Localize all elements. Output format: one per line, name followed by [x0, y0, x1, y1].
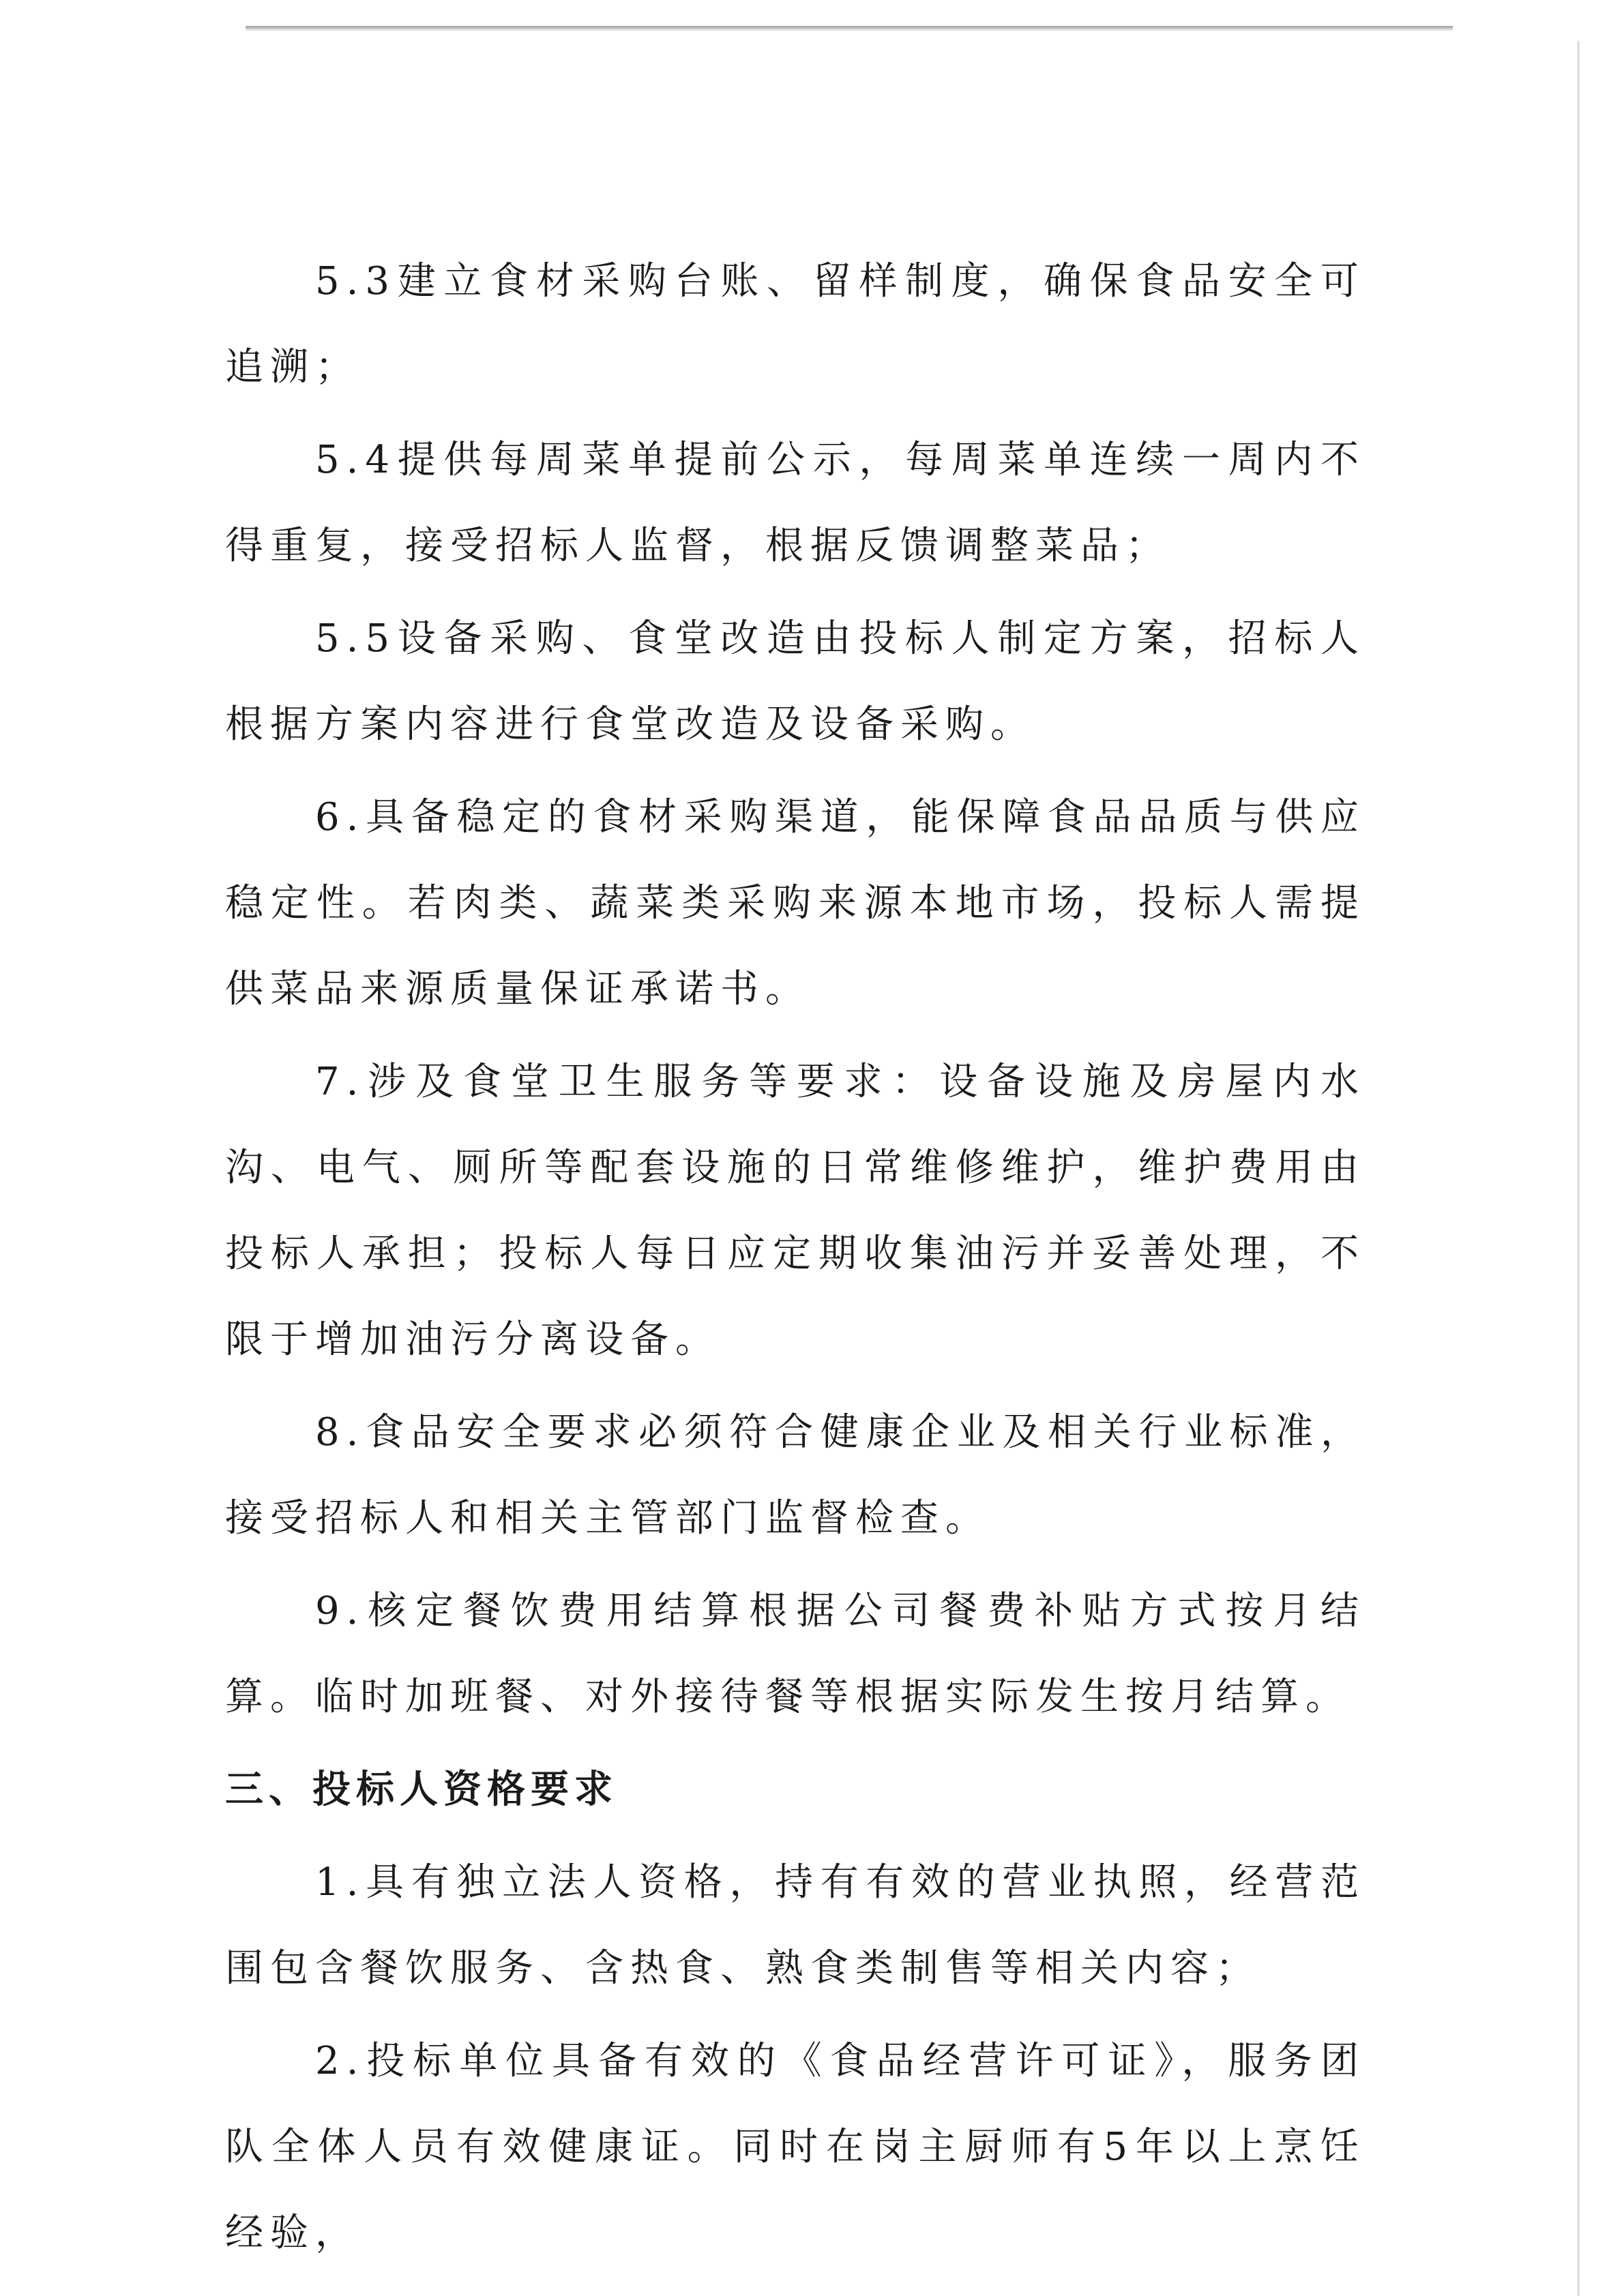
- section-heading-3: 三、投标人资格要求: [225, 1768, 618, 1812]
- scan-edge-right: [1577, 41, 1580, 2296]
- paragraph-8: 8.食品安全要求必须符合健康企业及相关行业标准，接受招标人和相关主管部门监督检查。: [225, 1410, 1365, 1540]
- qualification-item-1: 1.具有独立法人资格，持有有效的营业执照，经营范围包含餐饮服务、含热食、熟食类制售等相关内容；: [225, 1860, 1365, 1991]
- paragraph-7: 7.涉及食堂卫生服务等要求：设备设施及房屋内水沟、电气、厕所等配套设施的日常维修维护，维护费用由投标人承担；投标人每日应定期收集油污并妥善处理，不限于增加油污分离设备。: [225, 1060, 1365, 1362]
- scan-edge-top: [246, 26, 1453, 31]
- paragraph-5-4: 5.4提供每周菜单提前公示，每周菜单连续一周内不得重复，接受招标人监督，根据反馈调整菜品；: [225, 438, 1365, 568]
- paragraph-5-3: 5.3建立食材采购台账、留样制度，确保食品安全可追溯；: [225, 259, 1365, 389]
- paragraph-9: 9.核定餐饮费用结算根据公司餐费补贴方式按月结算。临时加班餐、对外接待餐等根据实际发生按月结算。: [225, 1589, 1365, 1719]
- paragraph-6: 6.具备稳定的食材采购渠道，能保障食品品质与供应稳定性。若肉类、蔬菜类采购来源本地市场，投标人需提供菜品来源质量保证承诺书。: [225, 795, 1365, 1011]
- qualification-item-2: 2.投标单位具备有效的《食品经营许可证》，服务团队全体人员有效健康证。同时在岗主厨师有5年以上烹饪经验，: [225, 2039, 1365, 2255]
- document-body: [225, 239, 1365, 2283]
- paragraph-5-5: 5.5设备采购、食堂改造由投标人制定方案，招标人根据方案内容进行食堂改造及设备采购。: [225, 616, 1365, 747]
